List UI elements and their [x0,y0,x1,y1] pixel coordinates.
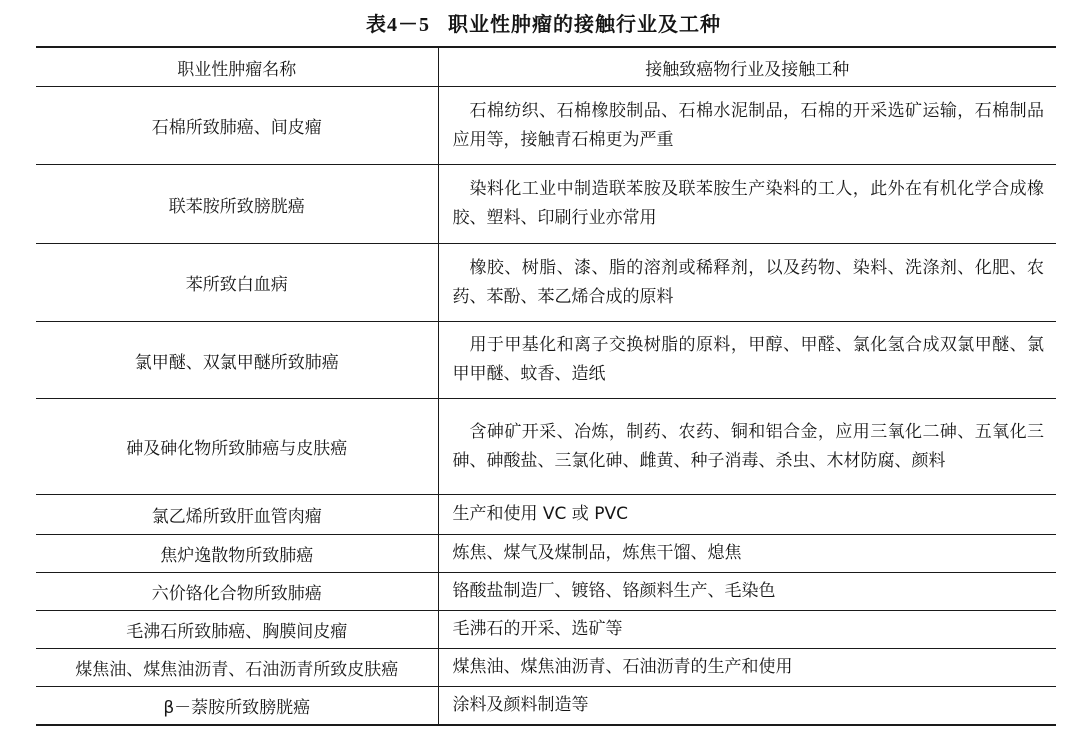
exposure-industries-cell [438,322,1056,399]
exposure-industries-text: 橡胶、树脂、漆、脂的溶剂或稀释剂，以及药物、染料、洗涤剂、化肥、农药、苯酚、苯乙烯合成的原料 [452,257,1044,307]
exposure-industries-cell [438,495,1056,535]
exposure-industries-cell [438,649,1056,687]
header-cancer-name: 职业性肿瘤名称 [36,47,438,87]
exposure-industries-text: 用于甲基化和离子交换树脂的原料，甲醇、甲醛、氯化氢合成双氯甲醚、氯甲甲醚、蚊香、造纸 [452,335,1044,384]
exposure-industries-text: 涂料及颜料制造等 [452,695,589,715]
table-row [36,399,1056,495]
exposure-industries-cell [438,399,1056,495]
exposure-industries-text: 含砷矿开采、冶炼，制药、农药、铜和铝合金，应用三氧化二砷、五氧化三砷、砷酸盐、三氯化砷、雌黄、种子消毒、杀虫、木材防腐、颜料 [452,421,1044,471]
exposure-industries-cell [438,573,1056,611]
exposure-industries-text: 铬酸盐制造厂、镀铬、铬颜料生产、毛染色 [452,581,776,601]
table-row [36,649,1056,687]
table-caption [0,8,1087,37]
exposure-industries-cell [438,165,1056,244]
table-row [36,322,1056,399]
exposure-industries-text: 毛沸石的开采、选矿等 [452,619,623,639]
cancer-name-cell: 六价铬化合物所致肺癌 [36,573,438,611]
exposure-industries-text: 石棉纺织、石棉橡胶制品、石棉水泥制品，石棉的开采选矿运输，石棉制品应用等，接触青石棉更为严重 [452,100,1044,150]
cancer-name-cell: 苯所致白血病 [36,244,438,322]
exposure-industries-text: 煤焦油、煤焦油沥青、石油沥青的生产和使用 [452,657,793,677]
table-row [36,495,1056,535]
exposure-industries-cell [438,244,1056,322]
cancer-name-cell: 石棉所致肺癌、间皮瘤 [36,87,438,165]
exposure-industries-cell [438,535,1056,573]
exposure-industries-text: 染料化工业中制造联苯胺及联苯胺生产染料的工人，此外在有机化学合成橡胶、塑料、印刷行业亦常用 [452,179,1044,228]
table-row [36,244,1056,322]
cancer-name-cell: 煤焦油、煤焦油沥青、石油沥青所致皮肤癌 [36,649,438,687]
cancer-name-cell: 氯甲醚、双氯甲醚所致肺癌 [36,322,438,399]
table-row [36,87,1056,165]
header-row [36,47,1056,87]
cancer-name-cell: 砷及砷化物所致肺癌与皮肤癌 [36,399,438,495]
cancer-name-cell: 毛沸石所致肺癌、胸膜间皮瘤 [36,611,438,649]
table-row [36,611,1056,649]
table-title: 职业性肿瘤的接触行业及工种 [448,12,721,36]
cancer-name-cell: 联苯胺所致膀胱癌 [36,165,438,244]
table-row [36,573,1056,611]
table-number: 表4－5 [366,14,430,36]
header-exposure-industries: 接触致癌物行业及接触工种 [438,47,1056,87]
exposure-industries-text: 炼焦、煤气及煤制品，炼焦干馏、熄焦 [452,543,742,563]
table-row [36,165,1056,244]
exposure-industries-cell [438,687,1056,726]
table-row [36,687,1056,726]
occupational-cancer-table [36,46,1056,726]
exposure-industries-cell [438,87,1056,165]
exposure-industries-cell [438,611,1056,649]
cancer-name-cell: 焦炉逸散物所致肺癌 [36,535,438,573]
table-body [36,87,1056,726]
cancer-name-cell: β－萘胺所致膀胱癌 [36,687,438,726]
cancer-name-cell: 氯乙烯所致肝血管肉瘤 [36,495,438,535]
exposure-industries-text: 生产和使用 VC 或 PVC [452,504,628,524]
table-header [36,47,1056,87]
table-row [36,535,1056,573]
